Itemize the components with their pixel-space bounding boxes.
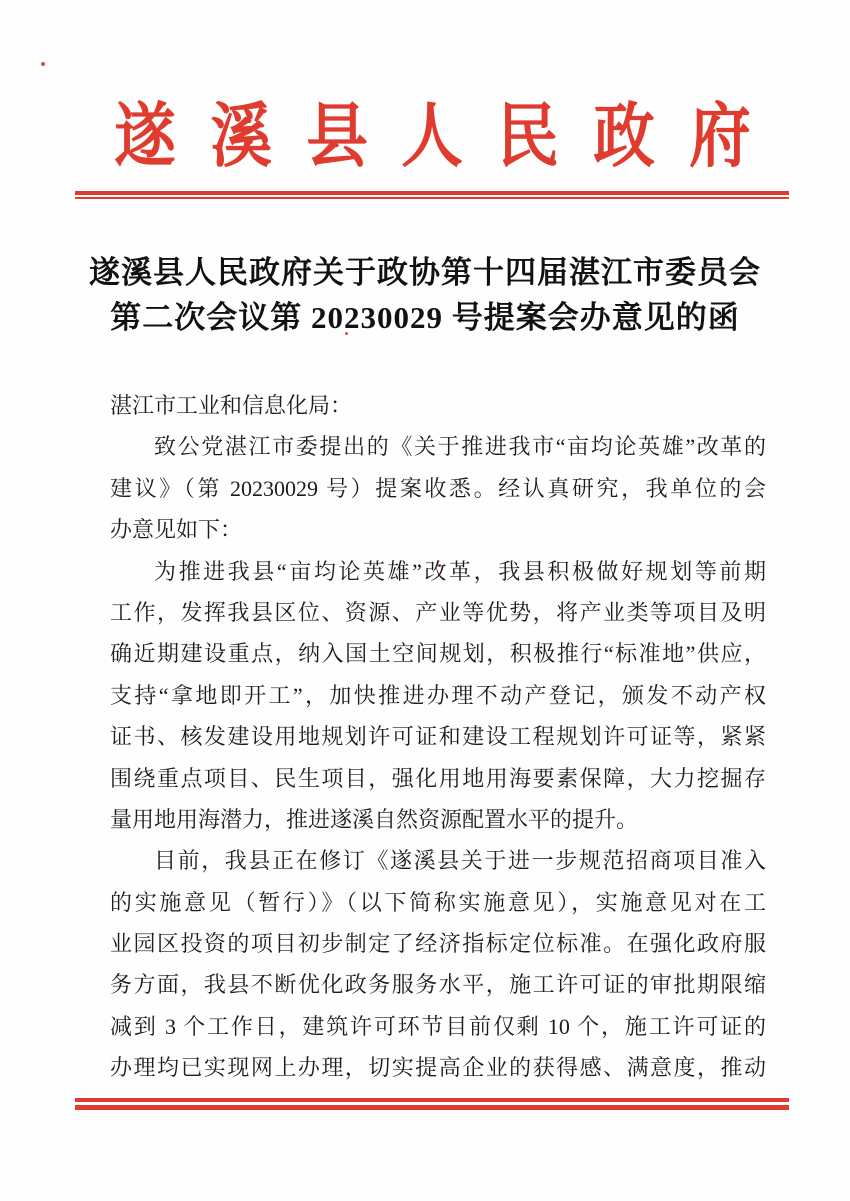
- agency-name: [110, 96, 755, 180]
- agency-name-char: 府: [689, 99, 751, 176]
- document-title-line1: 遂溪县人民政府关于政协第十四届湛江市委员会: [89, 254, 761, 290]
- letterhead-divider: [75, 191, 789, 199]
- body-line: 致公党湛江市委提出的《关于推进我市“亩均论英雄”改革的: [154, 434, 766, 460]
- body-line: 工作，发挥我县区位、资源、产业等优势，将产业类等项目及明: [110, 599, 766, 625]
- agency-name-char: 县: [305, 99, 368, 176]
- body-line: 办理均已实现网上办理，切实提高企业的获得感、满意度，推动: [110, 1055, 766, 1081]
- body-line: 的实施意见（暂行）》（以下简称实施意见），实施意见对在工: [110, 889, 766, 915]
- body-line: 确近期建设重点，纳入国土空间规划，积极推行“标准地”供应，: [110, 641, 766, 667]
- scan-speck: [41, 62, 45, 66]
- body-line: 支持“拿地即开工”，加快推进办理不动产登记，颁发不动产权: [110, 682, 766, 708]
- document-body: [110, 385, 766, 1089]
- body-line: 围绕重点项目、民生项目，强化用地用海要素保障，大力挖掘存: [110, 765, 766, 791]
- body-line: 业园区投资的项目初步制定了经济指标定位标准。在强化政府服: [110, 931, 766, 957]
- body-line: 建议》（第 20230029 号）提案收悉。经认真研究，我单位的会: [110, 475, 766, 501]
- body-line: 务方面，我县不断优化政务服务水平，施工许可证的审批期限缩: [110, 972, 766, 998]
- body-line: 为推进我县“亩均论英雄”改革，我县积极做好规划等前期: [154, 558, 766, 584]
- body-line: 证书、核发建设用地规划许可证和建设工程规划许可证等，紧紧: [110, 724, 766, 750]
- agency-name-char: 人: [401, 99, 464, 176]
- recipient-line: 湛江市工业和信息化局：: [110, 393, 353, 418]
- document-title: [0, 250, 850, 340]
- footer-divider: [75, 1098, 789, 1110]
- body-line: 量用地用海潜力，推进遂溪自然资源配置水平的提升。: [110, 806, 639, 832]
- document-title-line2: 第二次会议第 20230029 号提案会办意见的函: [110, 299, 740, 335]
- body-line: 办意见如下：: [110, 517, 243, 543]
- agency-name-char: 遂: [114, 99, 176, 176]
- body-line: 目前，我县正在修订《遂溪县关于进一步规范招商项目准入: [154, 848, 766, 874]
- body-line: 减到 3 个工作日，建筑许可环节目前仅剩 10 个，施工许可证的: [110, 1013, 766, 1039]
- agency-name-char: 政: [593, 99, 655, 176]
- agency-name-char: 溪: [210, 99, 272, 176]
- agency-name-char: 民: [497, 99, 560, 176]
